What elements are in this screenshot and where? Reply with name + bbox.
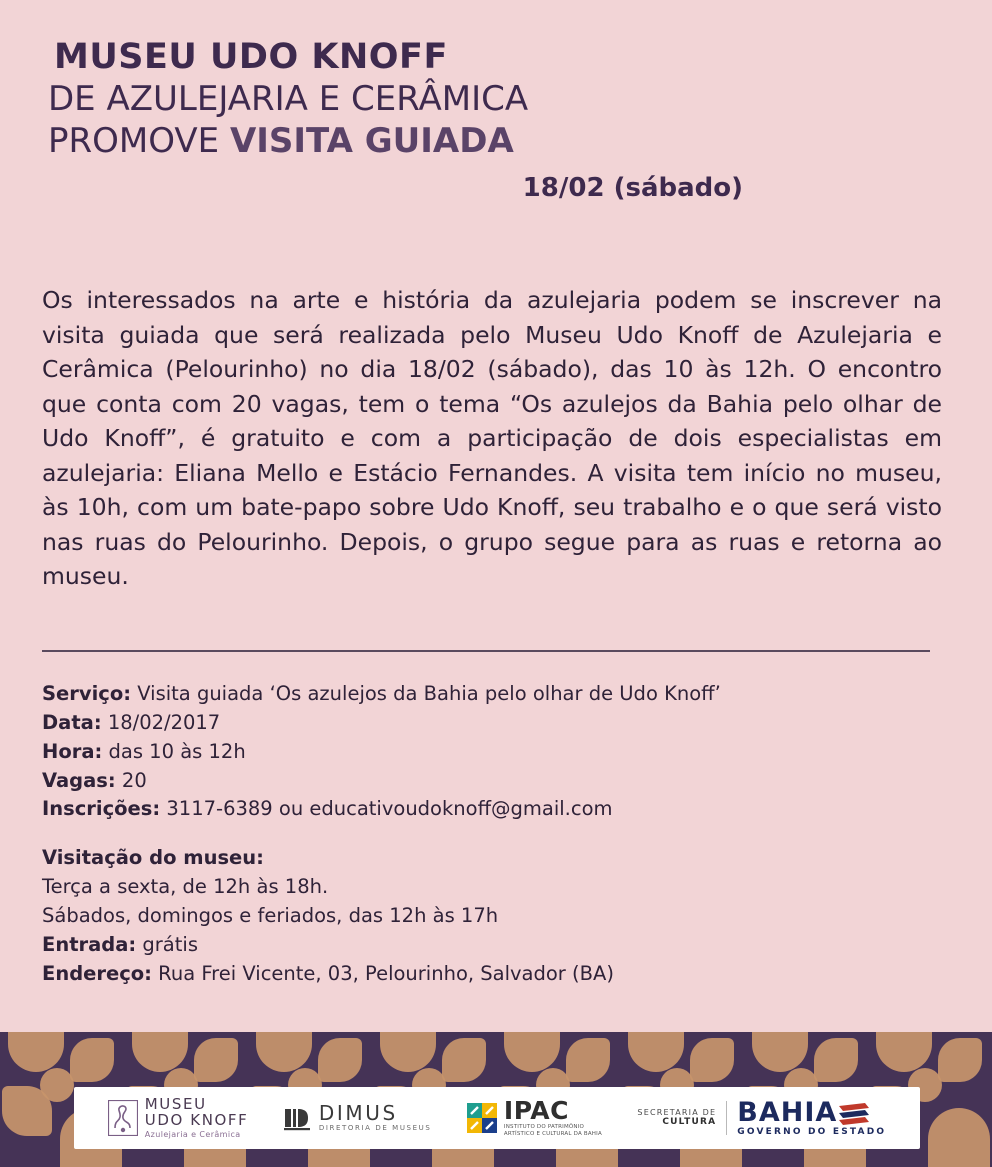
logo-governo-estado: GOVERNO DO ESTADO <box>737 1127 887 1137</box>
info-value-inscricoes: 3117-6389 ou educativoudoknoff@gmail.com <box>160 797 613 821</box>
logo-museu-line3: Azulejaria e Cerâmica <box>144 1129 241 1139</box>
info-value-entrada: grátis <box>136 932 198 956</box>
logo-secretaria-line1: SECRETARIA DE <box>637 1108 717 1118</box>
title-promove-prefix: PROMOVE <box>48 121 230 162</box>
logo-dimus-line1: DIMUS <box>318 1101 398 1126</box>
logo-divider <box>726 1101 727 1135</box>
info-label-visitacao: Visitação do museu: <box>42 846 264 870</box>
museu-udo-knoff-icon <box>108 1100 138 1136</box>
dimus-text <box>319 1103 432 1132</box>
info-row-endereco <box>42 960 942 989</box>
info-label-entrada: Entrada: <box>42 932 137 956</box>
info-row-servico <box>42 680 942 709</box>
info-value-vagas: 20 <box>115 768 147 792</box>
museu-udo-knoff-text <box>145 1097 249 1139</box>
service-info-block <box>42 680 942 989</box>
info-label-vagas: Vagas: <box>42 768 116 792</box>
logo-bahia-label: BAHIA <box>737 1097 838 1128</box>
title-promove-line <box>48 121 948 161</box>
logo-museu-line2: UDO KNOFF <box>144 1110 249 1129</box>
dimus-icon <box>284 1105 312 1131</box>
secretaria-cultura-text <box>637 1108 716 1128</box>
title-subtitle: DE AZULEJARIA E CERÂMICA <box>48 79 529 120</box>
logo-museu-line1: MUSEU <box>144 1095 207 1114</box>
info-row-vagas <box>42 767 942 796</box>
logo-secretaria-line2: CULTURA <box>662 1117 717 1128</box>
info-value-hora: das 10 às 12h <box>102 739 246 763</box>
logo-bahia-wordmark <box>737 1099 886 1126</box>
info-label-data: Data: <box>42 710 102 734</box>
logo-ipac-line3: ARTÍSTICO E CULTURAL DA BAHIA <box>503 1131 602 1138</box>
logo-dimus <box>284 1103 432 1132</box>
info-label-endereco: Endereço: <box>42 961 152 985</box>
sponsor-logo-bar <box>74 1087 920 1149</box>
info-row-data <box>42 709 942 738</box>
logo-governo-bahia <box>637 1099 886 1137</box>
section-divider <box>42 650 930 652</box>
info-row-visitacao-semana: Terça a sexta, de 12h às 18h. <box>42 875 329 899</box>
info-value-data: 18/02/2017 <box>101 710 221 734</box>
logo-dimus-line2: DIRETORIA DE MUSEUS <box>318 1124 432 1133</box>
info-row-inscricoes <box>42 795 942 824</box>
info-row-visitacao-label <box>42 844 942 873</box>
info-label-hora: Hora: <box>42 739 103 763</box>
info-row-hora <box>42 738 942 767</box>
ipac-icon <box>467 1103 497 1133</box>
info-spacer <box>42 824 942 844</box>
info-label-servico: Serviço: <box>42 682 132 705</box>
ipac-text <box>504 1098 602 1138</box>
bahia-text <box>737 1099 886 1137</box>
logo-ipac-line1: IPAC <box>503 1096 569 1125</box>
bahia-flag-icon <box>839 1103 869 1125</box>
event-date: 18/02 (sábado) <box>522 173 743 204</box>
info-label-inscricoes: Inscrições: <box>42 797 161 821</box>
logo-ipac-line2: INSTITUTO DO PATRIMÔNIO <box>503 1124 585 1131</box>
info-value-servico: Visita guiada ‘Os azulejos da Bahia pelo olhar de Udo Knoff’ <box>131 682 721 705</box>
title-block <box>48 38 948 203</box>
info-value-endereco: Rua Frei Vicente, 03, Pelourinho, Salvador (BA) <box>151 961 614 985</box>
title-visita-guiada: VISITA GUIADA <box>229 121 514 162</box>
logo-museu-udo-knoff <box>108 1097 249 1139</box>
info-row-entrada <box>42 931 942 960</box>
info-row-visitacao-fimdesemana: Sábados, domingos e feriados, das 12h às 17h <box>42 904 499 928</box>
logo-ipac <box>467 1098 602 1138</box>
page-title: MUSEU UDO KNOFF <box>54 37 448 77</box>
body-paragraph: Os interessados na arte e história da azulejaria podem se inscrever na visita guiada que será realizada pelo Museu Udo Knoff de Azulejaria e Cerâmica (Pelourinho) no dia 18/02 (sábado), das 10 às 12h. O encontro que conta com 20 vagas, tem o tema “Os azulejos da Bahia pelo olhar de Udo Knoff”, é gratuito e com a participação de dois especialistas em azulejaria: Eliana Mello e Estácio Fernandes. A visita tem início no museu, às 10h, com um bate-papo sobre Udo Knoff, seu trabalho e o que será visto nas ruas do Pelourinho. Depois, o grupo segue para as ruas e retorna ao museu. <box>42 286 942 591</box>
